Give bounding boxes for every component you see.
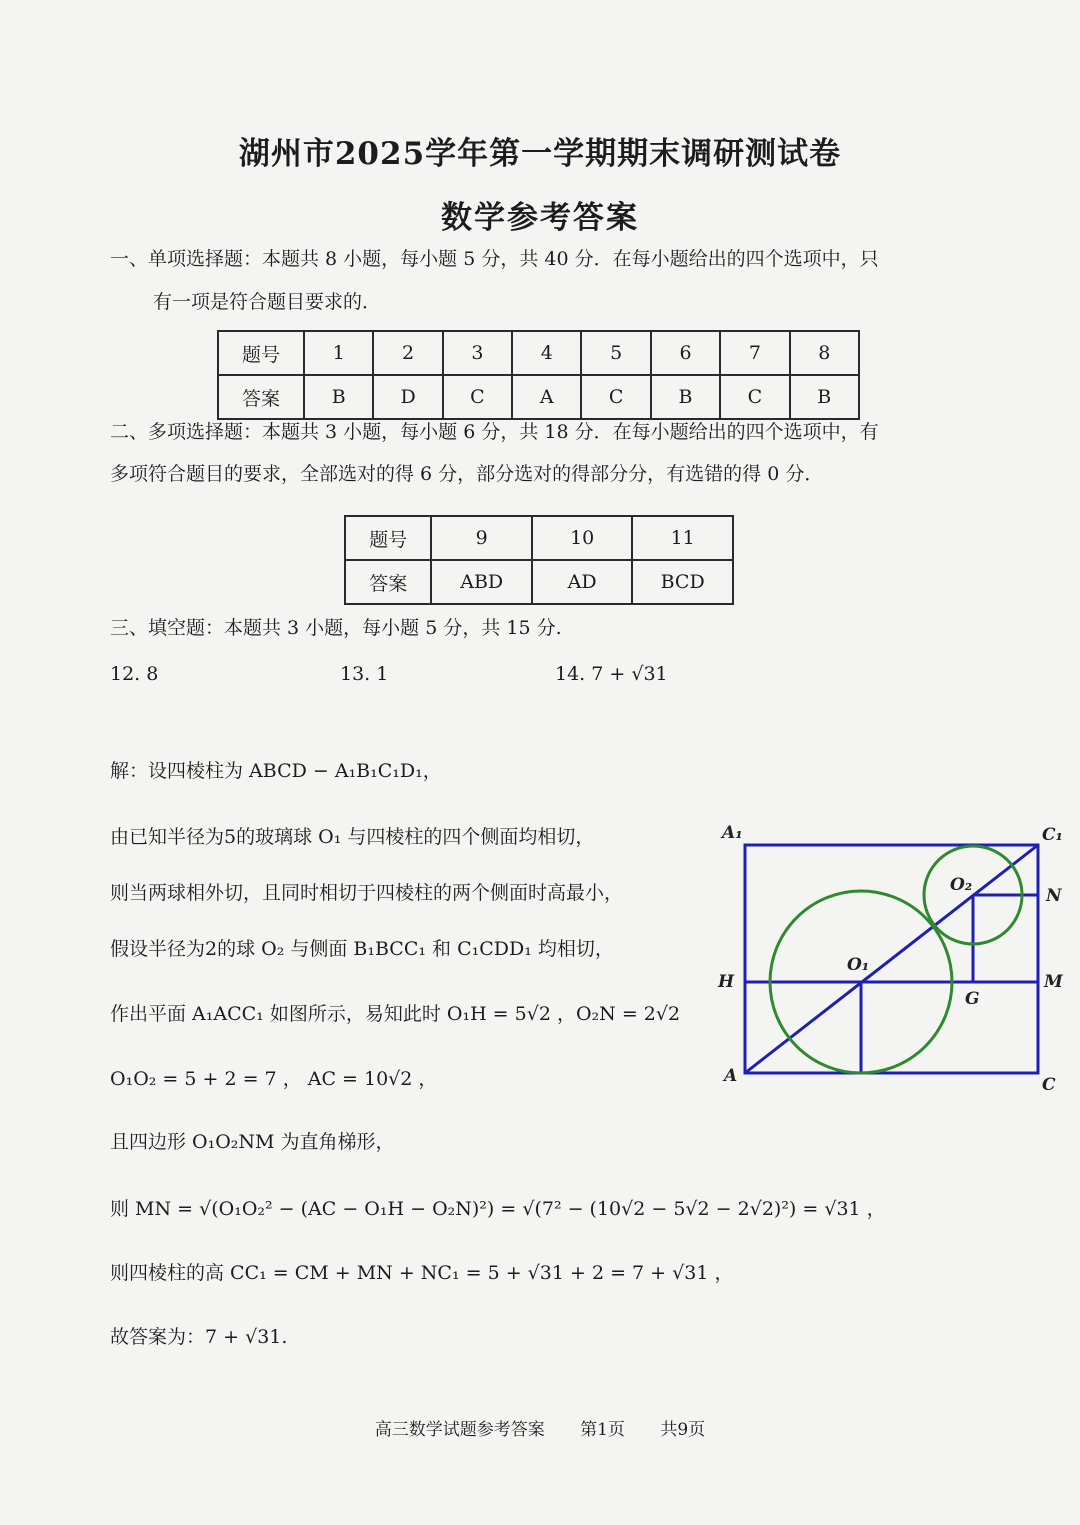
question-number: 4 xyxy=(512,331,581,375)
label-m: M xyxy=(1044,972,1063,992)
solution-line: 作出平面 A₁ACC₁ 如图所示，易知此时 O₁H = 5√2 ，O₂N = 2√2 xyxy=(110,1003,681,1025)
label-o2: O₂ xyxy=(950,875,973,895)
label-o1: O₁ xyxy=(847,955,870,975)
section2-heading: 二、多项选择题：本题共 3 小题，每小题 6 分，共 18 分．在每小题给出的四个选项中，有 xyxy=(110,421,879,443)
label-n: N xyxy=(1046,886,1062,906)
answer-cell: D xyxy=(373,375,442,419)
page-subtitle: 数学参考答案 xyxy=(441,200,639,236)
label-g: G xyxy=(965,989,980,1009)
solution-line: 则当两球相外切，且同时相切于四棱柱的两个侧面时高最小， xyxy=(110,882,624,904)
section1-heading-cont: 有一项是符合题目要求的． xyxy=(153,291,382,313)
solution-line: 解：设四棱柱为 ABCD − A₁B₁C₁D₁， xyxy=(110,760,442,782)
answer-cell: C xyxy=(443,375,512,419)
section2-heading-cont: 多项符合题目的要求，全部选对的得 6 分，部分选对的得部分分，有选错的得 0 分． xyxy=(110,463,824,485)
answer-cell: B xyxy=(304,375,373,419)
question-number: 10 xyxy=(532,516,632,560)
question-number: 3 xyxy=(443,331,512,375)
table-row xyxy=(345,516,733,560)
answer-cell: ABD xyxy=(431,560,532,604)
solution-line: 故答案为：7 + √31. xyxy=(110,1326,288,1348)
solution-line: 假设半径为2的球 O₂ 与侧面 B₁BCC₁ 和 C₁CDD₁ 均相切， xyxy=(110,938,614,960)
footer-page-number: 第1页 xyxy=(580,1420,625,1440)
footer-total-pages: 共9页 xyxy=(660,1420,706,1440)
table-header-cell: 答案 xyxy=(218,375,304,419)
table-row xyxy=(218,375,859,419)
solution-line: O₁O₂ = 5 + 2 = 7 ， AC = 10√2 ， xyxy=(110,1068,438,1090)
answer-cell: BCD xyxy=(632,560,733,604)
question-number: 6 xyxy=(651,331,720,375)
label-h: H xyxy=(718,972,735,992)
table-header-cell: 题号 xyxy=(218,331,304,375)
answer-cell: B xyxy=(790,375,859,419)
question-number: 2 xyxy=(373,331,442,375)
answer-cell: A xyxy=(512,375,581,419)
answer-cell: C xyxy=(581,375,650,419)
label-a1: A₁ xyxy=(722,823,743,843)
answer-cell: B xyxy=(651,375,720,419)
multi-choice-answer-table xyxy=(344,515,734,605)
question-number: 9 xyxy=(431,516,532,560)
geometry-diagram xyxy=(712,818,1072,1098)
answer-cell: C xyxy=(720,375,789,419)
table-row xyxy=(218,331,859,375)
table-row xyxy=(345,560,733,604)
solution-line: 则四棱柱的高 CC₁ = CM + MN + NC₁ = 5 + √31 + 2 = 7 + √31 ， xyxy=(110,1262,734,1284)
single-choice-answer-table xyxy=(217,330,860,420)
label-c1: C₁ xyxy=(1042,825,1063,845)
table-header-cell: 答案 xyxy=(345,560,431,604)
solution-line: 且四边形 O₁O₂NM 为直角梯形， xyxy=(110,1131,395,1153)
section3-heading: 三、填空题：本题共 3 小题，每小题 5 分，共 15 分. xyxy=(110,617,562,639)
solution-line: 则 MN = √(O₁O₂² − (AC − O₁H − O₂N)²) = √(7² − (10√2 − 5√2 − 2√2)²) = √31 ， xyxy=(110,1198,886,1220)
page-title: 湖州市2025学年第一学期期末调研测试卷 xyxy=(238,136,842,172)
label-c: C xyxy=(1042,1075,1056,1095)
question-number: 5 xyxy=(581,331,650,375)
footer-title: 高三数学试题参考答案 xyxy=(374,1420,545,1440)
section1-heading: 一、单项选择题：本题共 8 小题，每小题 5 分，共 40 分．在每小题给出的四个选项中，只 xyxy=(110,248,879,270)
answer-14: 14. 7 + √31 xyxy=(555,663,668,685)
question-number: 11 xyxy=(632,516,733,560)
solution-line: 由已知半径为5的玻璃球 O₁ 与四棱柱的四个侧面均相切， xyxy=(110,826,595,848)
page-footer xyxy=(0,1415,1080,1440)
table-header-cell: 题号 xyxy=(345,516,431,560)
answer-13: 13. 1 xyxy=(340,663,389,685)
answer-cell: AD xyxy=(532,560,632,604)
label-a: A xyxy=(724,1066,738,1086)
question-number: 8 xyxy=(790,331,859,375)
answer-12: 12. 8 xyxy=(110,663,159,685)
question-number: 1 xyxy=(304,331,373,375)
question-number: 7 xyxy=(720,331,789,375)
